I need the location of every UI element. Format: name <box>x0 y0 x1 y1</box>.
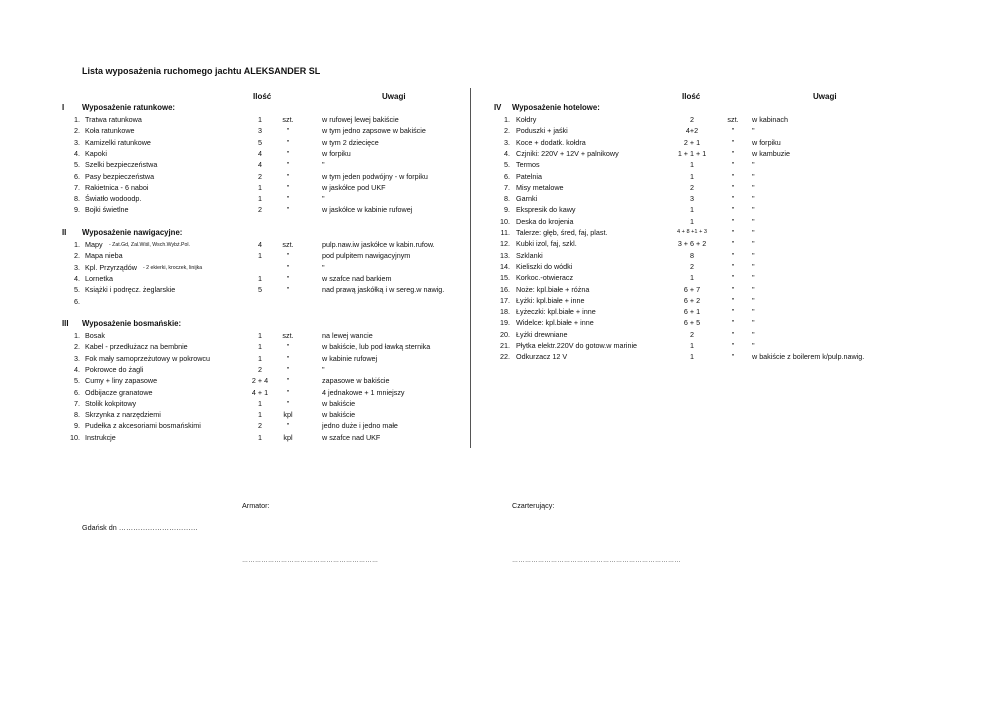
item-quantity: 1 <box>258 331 262 340</box>
item-quantity: 3 <box>690 194 694 204</box>
item-note: " <box>752 295 755 305</box>
item-unit: " <box>286 205 290 215</box>
left-qty-header: Ilość <box>253 92 272 101</box>
item-unit: " <box>286 273 290 283</box>
section-roman-3: III <box>62 319 69 328</box>
item-name: Rakietnica - 6 naboi <box>85 182 149 192</box>
item-number: 4. <box>504 148 510 158</box>
item-name: Bojki świetlne <box>85 205 129 215</box>
item-unit: " <box>731 228 735 237</box>
item-name: Odbijacze granatowe <box>85 387 153 397</box>
item-unit: " <box>731 329 735 339</box>
item-unit: " <box>731 137 735 147</box>
item-quantity: 2 <box>258 171 262 181</box>
item-unit: " <box>731 341 735 350</box>
item-name: Światło wodoodp. <box>85 194 142 204</box>
item-note: " <box>752 261 755 271</box>
item-quantity: 4 <box>258 148 262 158</box>
item-name: Kamizelki ratunkowe <box>85 137 151 147</box>
item-unit: " <box>731 239 735 249</box>
item-name: Książki i podręcz. żeglarskie <box>85 285 176 295</box>
item-quantity: 1 <box>258 273 262 283</box>
item-quantity: 4 <box>258 160 262 170</box>
item-name: Kołdry <box>516 115 537 124</box>
item-unit: szt. <box>282 240 294 249</box>
item-number: 2. <box>504 126 510 136</box>
item-unit: " <box>286 182 290 192</box>
item-unit: " <box>731 284 735 294</box>
item-name: Noże: kpl.białe + różna <box>516 284 590 294</box>
item-quantity: 6 + 5 <box>683 318 701 328</box>
item-quantity: 4+2 <box>685 126 699 136</box>
section-title-2: Wyposażenie nawigacyjne: <box>82 228 183 237</box>
item-number: 14. <box>500 261 510 271</box>
item-quantity: 1 <box>258 410 262 420</box>
item-quantity: 6 + 7 <box>683 284 701 294</box>
item-quantity: 1 <box>690 205 694 215</box>
item-unit: " <box>286 398 290 408</box>
item-name: Mapa nieba <box>85 251 123 261</box>
item-unit: " <box>286 194 290 204</box>
item-name: Garnki <box>516 194 538 204</box>
item-note: w szafce nad barkiem <box>322 273 392 283</box>
item-unit: " <box>731 205 735 215</box>
item-number: 6. <box>74 296 80 306</box>
place-date-line: Gdańsk dn …………………………… <box>82 523 198 532</box>
item-unit: " <box>731 273 735 283</box>
item-note: w kabinie rufowej <box>322 353 378 363</box>
item-name: Łyżeczki: kpl.białe + inne <box>516 307 596 317</box>
item-unit: " <box>286 160 290 170</box>
item-number: 7. <box>74 398 80 408</box>
item-note: " <box>752 239 755 249</box>
item-unit: szt. <box>727 115 739 124</box>
item-unit: " <box>731 126 735 136</box>
item-note: " <box>322 364 325 374</box>
item-name: Pudełka z akcesoriami bosmańskimi <box>85 421 201 431</box>
item-name: Kabel - przedłużacz na bembnie <box>85 342 188 352</box>
item-name-detail: - Zat.Gd, Zal.Wiśl, Wsch.Wybż.Pol. <box>109 242 190 248</box>
item-quantity: 2 <box>690 115 694 124</box>
item-name: Instrukcje <box>85 432 116 442</box>
item-number: 2. <box>74 126 80 136</box>
item-name: Koła ratunkowe <box>85 126 135 136</box>
item-quantity: 1 <box>258 398 262 408</box>
item-quantity: 5 <box>258 137 262 147</box>
item-quantity: 1 <box>690 273 694 283</box>
item-name: Patelnia <box>516 171 542 181</box>
item-unit: " <box>286 353 290 363</box>
item-unit: " <box>286 251 290 261</box>
item-number: 3. <box>504 137 510 147</box>
item-unit: " <box>731 182 735 192</box>
item-name: Koce + dodatk. kołdra <box>516 137 586 147</box>
item-number: 4. <box>74 273 80 283</box>
item-quantity: 2 <box>258 421 262 431</box>
item-quantity: 1 <box>258 194 262 204</box>
item-note: pulp.naw.iw jaskółce w kabin.rufow. <box>322 240 435 249</box>
item-name: Pasy bezpieczeństwa <box>85 171 155 181</box>
item-unit: " <box>286 126 290 136</box>
item-name: Korkoc.-otwieracz <box>516 273 574 283</box>
item-quantity: 2 <box>258 205 262 215</box>
item-note: " <box>322 160 325 170</box>
item-name: Fok mały samoprzeżutowy w pokrowcu <box>85 353 211 363</box>
item-name: Płytka elektr.220V do gotow.w marinie <box>516 341 638 350</box>
item-number: 9. <box>74 205 80 215</box>
item-note: " <box>752 216 755 226</box>
item-number: 22. <box>500 352 510 362</box>
item-quantity: 1 + 1 + 1 <box>677 148 707 158</box>
item-unit: " <box>731 261 735 271</box>
item-name: Odkurzacz 12 V <box>516 352 568 362</box>
item-note: w jaskółce w kabinie rufowej <box>322 205 413 215</box>
item-unit: " <box>731 148 735 158</box>
item-unit: " <box>731 352 735 362</box>
item-unit: " <box>731 295 735 305</box>
item-note: pod pulpitem nawigacyjnym <box>322 251 411 261</box>
item-quantity: 1 <box>258 182 262 192</box>
item-unit: " <box>286 387 290 397</box>
item-unit: " <box>731 171 735 181</box>
item-quantity: 1 <box>690 160 694 170</box>
section-title-3: Wyposażenie bosmańskie: <box>82 319 182 328</box>
item-number: 1. <box>74 331 80 340</box>
item-unit: " <box>286 171 290 181</box>
column-divider <box>470 88 471 448</box>
item-name: Widelce: kpl.białe + inne <box>516 318 594 328</box>
item-note: zapasowe w bakiście <box>322 376 390 386</box>
item-number: 5. <box>74 160 80 170</box>
item-number: 6. <box>504 171 510 181</box>
item-name: Kpl. Przyrządów <box>85 262 137 272</box>
item-note: w tym 2 dziecięce <box>322 137 379 147</box>
item-name: Cumy + liny zapasowe <box>85 376 158 386</box>
item-number: 8. <box>74 410 80 420</box>
item-name: Pokrowce do żagli <box>85 364 144 374</box>
item-note: w kambuzie <box>752 148 790 158</box>
item-number: 2. <box>74 342 80 352</box>
item-unit: " <box>731 318 735 328</box>
item-unit: " <box>731 194 735 204</box>
section-roman-2: II <box>62 228 67 237</box>
right-qty-header: Ilość <box>682 92 701 101</box>
item-note: " <box>752 205 755 215</box>
item-number: 5. <box>74 285 80 295</box>
item-number: 20. <box>500 329 510 339</box>
item-unit: " <box>286 342 290 352</box>
item-number: 3. <box>74 262 80 272</box>
item-number: 15. <box>500 273 510 283</box>
item-name: Czjniki: 220V + 12V + palnikowy <box>516 148 619 158</box>
item-note: w forpiku <box>322 148 351 158</box>
item-quantity: 6 + 2 <box>683 295 701 305</box>
item-quantity: 1 <box>258 353 262 363</box>
item-note: jedno duże i jedno małe <box>322 421 398 431</box>
item-quantity: 2 + 1 <box>683 137 701 147</box>
item-number: 5. <box>504 160 510 170</box>
right-notes-header: Uwagi <box>813 92 837 101</box>
item-note: " <box>752 329 755 339</box>
item-note: w bakiście z boilerem k/pulp.nawig. <box>752 352 865 362</box>
item-note: 4 jednakowe + 1 mniejszy <box>322 387 405 397</box>
item-note: " <box>752 160 755 170</box>
item-unit: " <box>731 307 735 317</box>
item-number: 16. <box>500 284 510 294</box>
item-note: " <box>752 194 755 204</box>
item-quantity: 4 + 8 +1 + 3 <box>676 229 707 235</box>
section-title-1: Wyposażenie ratunkowe: <box>82 103 176 112</box>
item-quantity: 4 + 1 <box>251 387 269 397</box>
item-note: w szafce nad UKF <box>322 432 381 442</box>
item-unit: " <box>286 137 290 147</box>
item-quantity: 8 <box>690 250 694 260</box>
item-unit: szt. <box>282 115 294 124</box>
item-quantity: 2 <box>690 329 694 339</box>
item-unit: szt. <box>282 331 294 340</box>
item-name: Szelki bezpieczeństwa <box>85 160 158 170</box>
item-unit: " <box>286 262 290 272</box>
item-quantity: 1 <box>258 342 262 352</box>
item-number: 7. <box>504 182 510 192</box>
item-note: " <box>752 307 755 317</box>
left-notes-header: Uwagi <box>382 92 406 101</box>
item-quantity: 1 <box>258 115 262 124</box>
item-name: Łyżki: kpl.białe + inne <box>516 295 585 305</box>
item-number: 17. <box>500 295 510 305</box>
item-note: w bakiście, lub pod ławką sternika <box>322 342 431 352</box>
item-note: w bakiście <box>322 410 356 420</box>
item-name: Deska do krojenia <box>516 216 574 226</box>
item-quantity: 1 <box>690 171 694 181</box>
item-note: " <box>752 182 755 192</box>
item-quantity: 1 <box>690 341 694 350</box>
armator-signature-line: ……………………………………………………… <box>242 558 379 564</box>
item-unit: " <box>286 285 290 295</box>
item-note: " <box>752 250 755 260</box>
item-note: na lewej wancie <box>322 331 373 340</box>
item-unit: " <box>731 216 735 226</box>
item-unit: " <box>731 250 735 260</box>
item-quantity: 1 <box>690 216 694 226</box>
item-name: Lornetka <box>85 273 113 283</box>
item-name: Bosak <box>85 331 105 340</box>
item-number: 8. <box>74 194 80 204</box>
document-title: Lista wyposażenia ruchomego jachtu ALEKSANDER SL <box>82 66 321 76</box>
item-note: w rufowej lewej bakiście <box>322 115 399 124</box>
item-quantity: 2 <box>690 182 694 192</box>
item-quantity: 4 <box>258 240 262 249</box>
item-number: 1. <box>74 115 80 124</box>
item-number: 21. <box>500 341 510 350</box>
item-note: " <box>322 194 325 204</box>
item-number: 11. <box>500 228 510 237</box>
item-unit: " <box>286 376 290 386</box>
item-name: Szklanki <box>516 250 543 260</box>
section-roman-1: I <box>62 103 65 112</box>
item-name: Misy metalowe <box>516 182 564 192</box>
item-quantity: 2 <box>690 261 694 271</box>
item-note: nad prawą jaskółką i w sereg.w nawig. <box>322 285 445 295</box>
item-number: 18. <box>500 307 510 317</box>
item-name: Poduszki + jaśki <box>516 126 568 136</box>
item-name: Stolik kokpitowy <box>85 398 137 408</box>
item-name: Kapoki <box>85 148 107 158</box>
item-unit: kpl <box>283 432 293 442</box>
item-quantity: 3 + 6 + 2 <box>677 239 707 249</box>
item-unit: " <box>731 160 735 170</box>
item-name: Łyżki drewniane <box>516 329 568 339</box>
item-note: " <box>752 341 755 350</box>
item-name: Talerze: głęb, śred, faj, plast. <box>516 228 608 237</box>
item-quantity: 1 <box>258 251 262 261</box>
item-name-detail: - 2 ekierki, kroczek, linijka <box>143 264 203 271</box>
item-note: " <box>322 262 325 272</box>
item-number: 13. <box>500 250 510 260</box>
item-note: " <box>752 273 755 283</box>
item-quantity: 3 <box>258 126 262 136</box>
armator-label: Armator: <box>242 501 270 510</box>
item-note: w bakiście <box>322 398 356 408</box>
item-number: 4. <box>74 364 80 374</box>
item-number: 3. <box>74 353 80 363</box>
item-name: Tratwa ratunkowa <box>85 115 142 124</box>
item-note: w tym jeden podwójny - w forpiku <box>322 171 428 181</box>
item-unit: " <box>286 364 290 374</box>
item-name: Termos <box>516 160 540 170</box>
item-note: w jaskółce pod UKF <box>322 182 386 192</box>
item-note: " <box>752 228 755 237</box>
item-quantity: 6 + 1 <box>683 307 701 317</box>
item-number: 4. <box>74 148 80 158</box>
item-number: 3. <box>74 137 80 147</box>
item-quantity: 2 <box>258 364 262 374</box>
item-note: w kabinach <box>752 115 788 124</box>
czarterujacy-label: Czarterujący: <box>512 501 555 510</box>
item-number: 7. <box>74 182 80 192</box>
item-quantity: 1 <box>690 352 694 362</box>
item-number: 6. <box>74 387 80 397</box>
item-number: 6. <box>74 171 80 181</box>
item-name: Kieliszki do wódki <box>516 261 573 271</box>
item-name: Skrzynka z narzędziemi <box>85 410 161 420</box>
czarterujacy-signature-line: …………………………………………………………………… <box>512 558 681 564</box>
item-number: 8. <box>504 194 510 204</box>
item-note: " <box>752 284 755 294</box>
item-name: Kubki izol, faj, szkl. <box>516 239 577 249</box>
item-number: 1. <box>74 240 80 249</box>
item-note: w forpiku <box>752 137 781 147</box>
item-number: 9. <box>504 205 510 215</box>
item-note: " <box>752 171 755 181</box>
item-number: 2. <box>74 251 80 261</box>
item-quantity: 5 <box>258 285 262 295</box>
item-note: w tym jedno zapsowe w bakiście <box>322 126 426 136</box>
item-number: 10. <box>500 216 510 226</box>
section-title-4: Wyposażenie hotelowe: <box>512 103 600 112</box>
item-name: Mapy <box>85 240 103 249</box>
item-number: 10. <box>70 432 80 442</box>
item-number: 19. <box>500 318 510 328</box>
item-name: Ekspresik do kawy <box>516 205 576 215</box>
item-number: 12. <box>500 239 510 249</box>
item-note: " <box>752 126 755 136</box>
item-unit: " <box>286 148 290 158</box>
item-quantity: 2 + 4 <box>251 376 269 386</box>
item-number: 1. <box>504 115 510 124</box>
item-quantity: 1 <box>258 432 262 442</box>
item-note: " <box>752 318 755 328</box>
item-unit: kpl <box>283 410 293 420</box>
item-number: 5. <box>74 376 80 386</box>
item-unit: " <box>286 421 290 431</box>
section-roman-4: IV <box>494 103 502 112</box>
item-number: 9. <box>74 421 80 431</box>
